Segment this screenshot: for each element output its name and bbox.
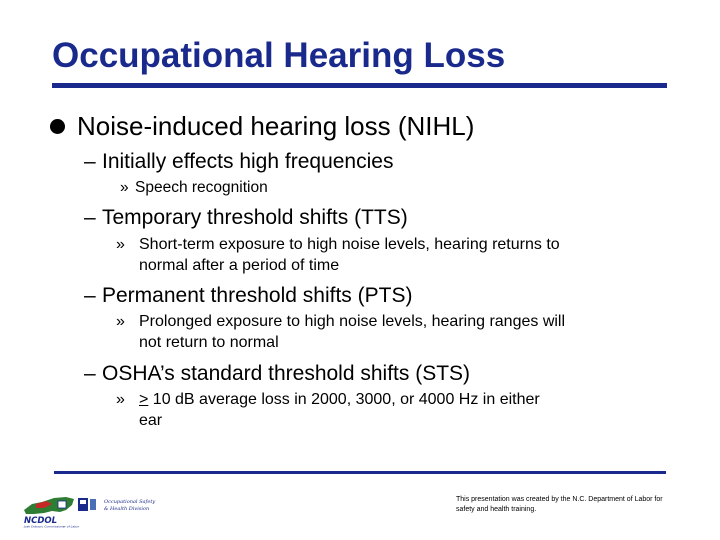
title-divider <box>52 83 667 88</box>
logo-tagline-2: & Health Division <box>104 506 150 512</box>
detail-text-line1: Prolonged exposure to high noise levels, hearing ranges will <box>139 313 566 330</box>
sub-bullet-sts <box>84 362 470 386</box>
dash-icon: – <box>84 362 96 385</box>
logo-abbrev: NCDOL <box>24 516 58 526</box>
dash-icon: – <box>84 284 96 307</box>
dash-icon: – <box>84 206 96 229</box>
detail-text-line2: not return to normal <box>139 334 279 351</box>
detail-speech-recognition <box>120 177 268 198</box>
bullet-dot-icon <box>50 119 65 134</box>
raquo-icon: » <box>116 391 125 408</box>
footer-note: This presentation was created by the N.C. Department of Labor for safety and health training. <box>456 496 663 513</box>
detail-text-line2: ear <box>139 412 163 429</box>
shield-icon <box>78 498 88 511</box>
raquo-icon: » <box>120 179 129 196</box>
main-bullet <box>50 111 474 142</box>
detail-pts <box>116 311 565 353</box>
detail-sts <box>116 389 540 431</box>
raquo-icon: » <box>116 313 125 330</box>
dash-icon: – <box>84 150 96 173</box>
sub-bullet-text: Permanent threshold shifts (PTS) <box>102 284 413 307</box>
detail-text-line1: 10 dB average loss in 2000, 3000, or 4000 Hz in either <box>148 391 540 408</box>
detail-text: Speech recognition <box>135 179 268 196</box>
tower-icon <box>90 499 96 510</box>
logo-tagline-1: Occupational Safety <box>104 499 156 505</box>
footer-divider <box>54 471 666 474</box>
sub-bullet-text: Temporary threshold shifts (TTS) <box>102 206 408 229</box>
sub-bullet-tts <box>84 206 408 230</box>
sub-bullet-pts <box>84 284 412 308</box>
greater-equal-symbol: > <box>139 391 149 408</box>
slide-title: Occupational Hearing Loss <box>52 36 506 75</box>
detail-text-line1: Short-term exposure to high noise levels, hearing returns to <box>139 236 560 253</box>
sub-bullet-text: Initially effects high frequencies <box>102 150 394 173</box>
main-bullet-text: Noise-induced hearing loss (NIHL) <box>77 111 475 141</box>
detail-tts <box>116 234 560 276</box>
logo-commissioner: Josh Dobson, Commissioner of Labor <box>24 524 80 528</box>
detail-text-line2: normal after a period of time <box>139 257 340 274</box>
sub-bullet-initial-effects <box>84 150 393 174</box>
ncdol-logo <box>22 488 160 528</box>
building-icon <box>58 501 66 508</box>
sub-bullet-text: OSHA’s standard threshold shifts (STS) <box>102 362 471 385</box>
raquo-icon: » <box>116 236 125 253</box>
